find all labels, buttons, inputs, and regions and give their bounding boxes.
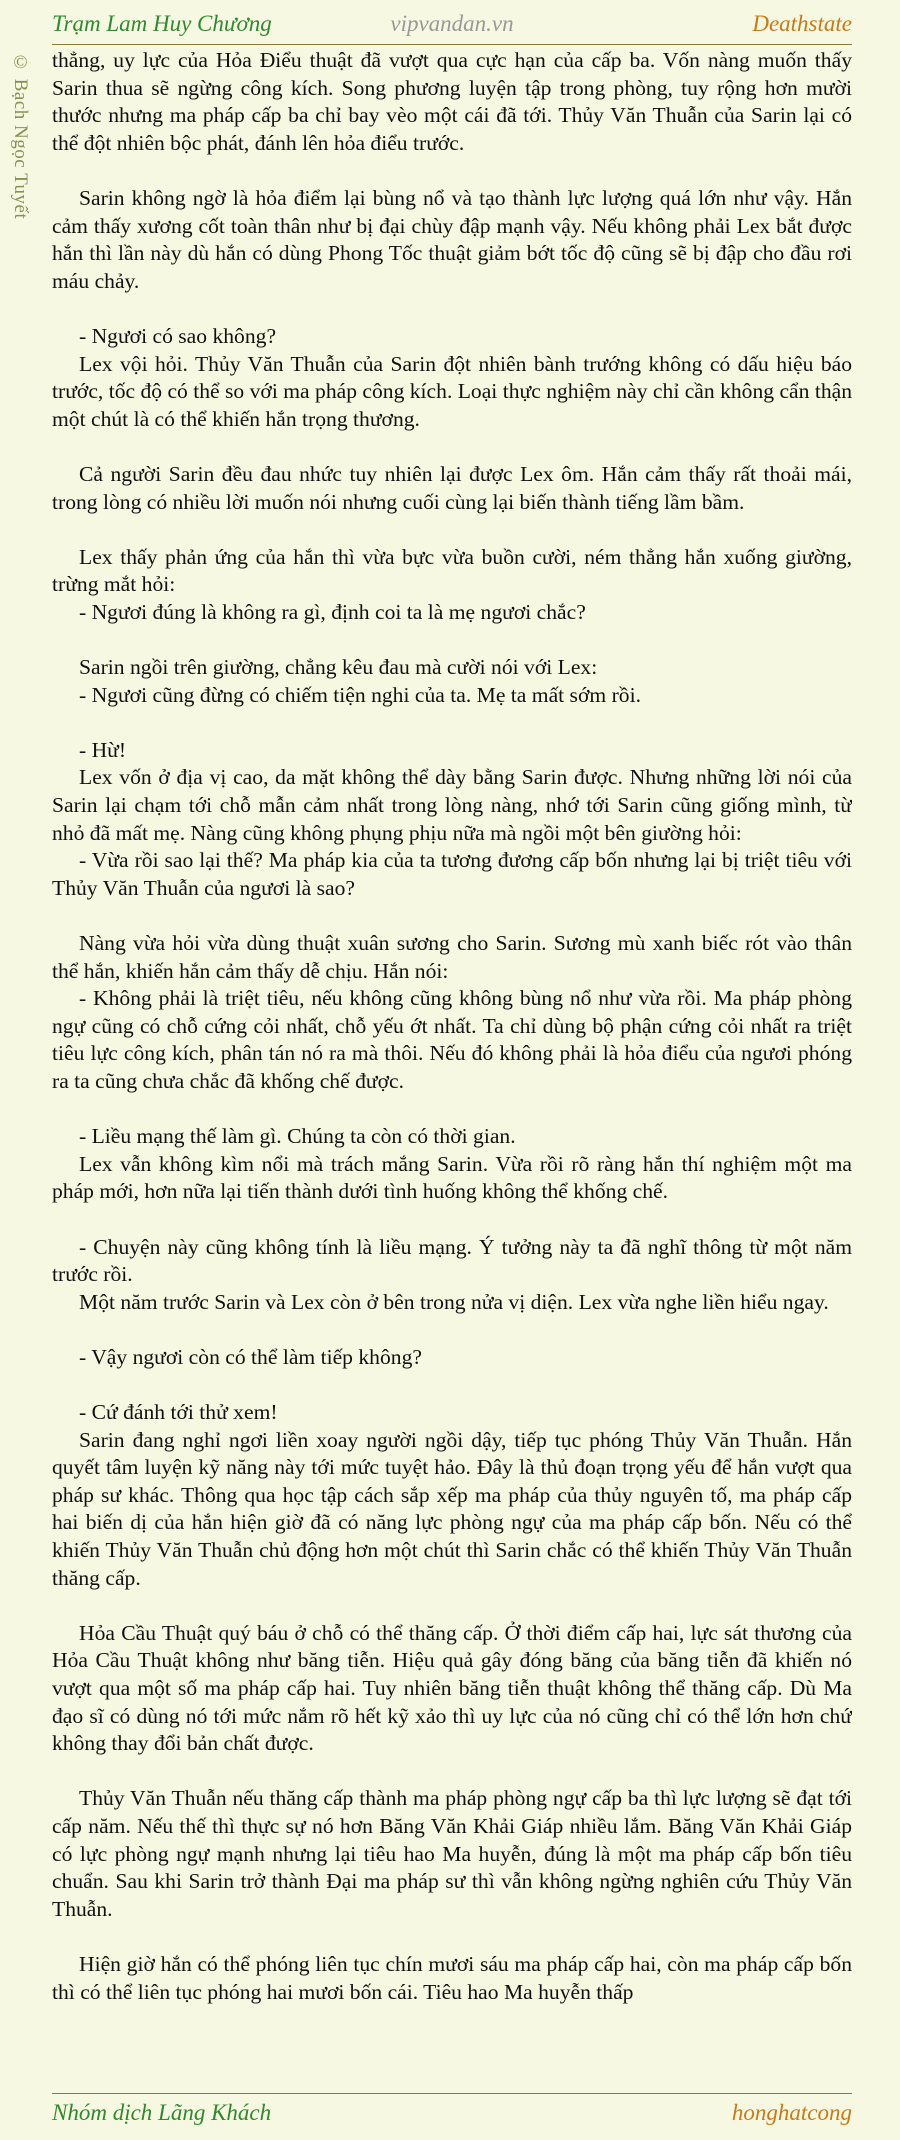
paragraph: Sarin đang nghỉ ngơi liền xoay người ngồi dậy, tiếp tục phóng Thủy Văn Thuẫn. Hắn quyết tâm luyện kỹ năng này tới mức tuyệt hảo. Đây là thủ đoạn trọng yếu để hắn vượt qua pháp sư khác. Thông qua học tập cách sắp xếp ma pháp của thủy nguyên tố, ma pháp cấp hai biến dị của hắn hiện giờ đã có năng lực phòng ngự của ma pháp cấp bốn. Nếu có thể khiến Thủy Văn Thuẫn chủ động hơn một chút thì Sarin chắc có thể khiến Thủy Văn Thuẫn thăng cấp. [52, 1427, 852, 1590]
dialogue-line: - Hừ! [79, 737, 127, 762]
page-header [52, 8, 852, 45]
paragraph: Lex vẫn không kìm nổi mà trách mắng Sarin. Vừa rồi rõ ràng hắn thí nghiệm một ma pháp mới, hơn nữa lại tiến thành dưới tình huống không thể khống chế. [52, 1151, 852, 1204]
footer-editor: honghatcong [731, 2100, 852, 2125]
dialogue-line: - Liều mạng thế làm gì. Chúng ta còn có thời gian. [79, 1124, 516, 1149]
dialogue-line: - Không phải là triệt tiêu, nếu không cũng không bùng nổ như vừa rồi. Ma pháp phòng ngự cũng có chỗ cứng cỏi nhất, chỗ yếu ớt nhất. Ta chỉ dùng bộ phận cứng cỏi nhất ra triệt tiêu lực công kích, phân tán nó ra mà thôi. Nếu đó không phải là hỏa điểu của ngươi phóng ra ta cũng chưa chắc đã khống chế được. [52, 986, 852, 1093]
dialogue-line: - Ngươi có sao không? [79, 323, 277, 348]
dialogue-line: - Cứ đánh tới thử xem! [79, 1400, 278, 1425]
dialogue-line: - Chuyện này cũng không tính là liều mạng. Ý tưởng này ta đã nghĩ thông từ một năm trước rồi. [52, 1234, 852, 1287]
paragraph: Sarin không ngờ là hỏa điểm lại bùng nổ và tạo thành lực lượng quá lớn như vậy. Hắn cảm thấy xương cốt toàn thân như bị đại chùy đập mạnh vậy. Nếu không phải Lex bắt được hắn thì lần này dù hắn có dùng Phong Tốc thuật giảm bớt tốc độ cũng sẽ bị đập cho đầu rơi máu chảy. [52, 185, 852, 293]
footer-translator: Nhóm dịch Lãng Khách [52, 2100, 272, 2125]
dialogue-line: - Ngươi cũng đừng có chiếm tiện nghi của ta. Mẹ ta mất sớm rồi. [79, 682, 641, 707]
paragraph: Lex vội hỏi. Thủy Văn Thuẫn của Sarin đột nhiên bành trướng không có dấu hiệu báo trước, tốc độ có thể so với ma pháp công kích. Loại thực nghiệm này chỉ cần không cẩn thận một chút là có thể khiến hắn trọng thương. [52, 351, 852, 431]
paragraph: Thủy Văn Thuẫn nếu thăng cấp thành ma pháp phòng ngự cấp ba thì lực lượng sẽ đạt tới cấp năm. Nếu thế thì thực sự nó hơn Băng Văn Khải Giáp nhiều lắm. Băng Văn Khải Giáp có lực phòng ngự mạnh nhưng lại tiêu hao Ma huyễn, đúng là một ma pháp cấp bốn tiêu chuẩn. Sau khi Sarin trở thành Đại ma pháp sư thì vẫn không ngừng nghiên cứu Thủy Văn Thuẫn. [52, 1786, 852, 1921]
page-content [52, 47, 852, 2092]
paragraph: thẳng, uy lực của Hỏa Điểu thuật đã vượt qua cực hạn của cấp ba. Vốn nàng muốn thấy Sarin thua sẽ ngừng công kích. Song phương luyện tập trong phòng, tuy rộng hơn mười thước nhưng ma pháp cấp ba chỉ bay vèo một cái đã tới. Thủy Văn Thuẫn của Sarin lại có thể đột nhiên bộc phát, đánh lên hỏa điểu trước. [52, 48, 852, 155]
side-copyright: © Bạch Ngọc Tuyết [10, 52, 31, 220]
dialogue-line: - Ngươi đúng là không ra gì, định coi ta là mẹ ngươi chắc? [79, 599, 586, 624]
header-translator-group: Trạm Lam Huy Chương [52, 11, 272, 36]
dialogue-line: - Vừa rồi sao lại thế? Ma pháp kia của ta tương đương cấp bốn nhưng lại bị triệt tiêu với Thủy Văn Thuẫn của ngươi là sao? [52, 848, 852, 900]
paragraph: Lex thấy phản ứng của hắn thì vừa bực vừa buồn cười, ném thẳng hắn xuống giường, trừng mắt hỏi: [52, 544, 852, 597]
paragraph: Lex vốn ở địa vị cao, da mặt không thể dày bằng Sarin được. Nhưng những lời nói của Sarin lại chạm tới chỗ mẫn cảm nhất trong lòng nàng, nhớ tới Sarin cũng giống mình, từ nhỏ đã mất mẹ. Nàng cũng không phụng phịu nữa mà ngồi một bên giường hỏi: [52, 765, 852, 845]
paragraph: Nàng vừa hỏi vừa dùng thuật xuân sương cho Sarin. Sương mù xanh biếc rót vào thân thể hắn, khiến hắn cảm thấy dễ chịu. Hắn nói: [52, 931, 852, 983]
paragraph: Hỏa Cầu Thuật quý báu ở chỗ có thể thăng cấp. Ở thời điểm cấp hai, lực sát thương của Hỏa Cầu Thuật không như băng tiễn. Hiệu quả gây đóng băng của băng tiễn đã khiến nó vượt qua một số ma pháp cấp hai. Tuy nhiên băng tiễn thuật không thể thăng cấp. Dù Ma đạo sĩ có dùng nó tới mức nắm rõ hết kỹ xảo thì uy lực của nó cũng chỉ có thể lớn hơn chứ không thay đổi bản chất được. [52, 1620, 852, 1756]
paragraph: Cả người Sarin đều đau nhức tuy nhiên lại được Lex ôm. Hắn cảm thấy rất thoải mái, trong lòng có nhiều lời muốn nói nhưng cuối cùng lại biến thành tiếng lầm bầm. [52, 461, 852, 514]
header-site: vipvandan.vn [390, 11, 514, 36]
page-footer [52, 2093, 852, 2132]
paragraph: Một năm trước Sarin và Lex còn ở bên trong nửa vị diện. Lex vừa nghe liền hiểu ngay. [79, 1289, 829, 1314]
dialogue-line: - Vậy ngươi còn có thể làm tiếp không? [79, 1344, 422, 1369]
header-author: Deathstate [752, 11, 852, 36]
paragraph: Sarin ngồi trên giường, chẳng kêu đau mà cười nói với Lex: [79, 655, 598, 680]
paragraph: Hiện giờ hắn có thể phóng liên tục chín mươi sáu ma pháp cấp hai, còn ma pháp cấp bốn thì có thể liên tục phóng hai mươi bốn cái. Tiêu hao Ma huyễn thấp [52, 1951, 852, 2004]
